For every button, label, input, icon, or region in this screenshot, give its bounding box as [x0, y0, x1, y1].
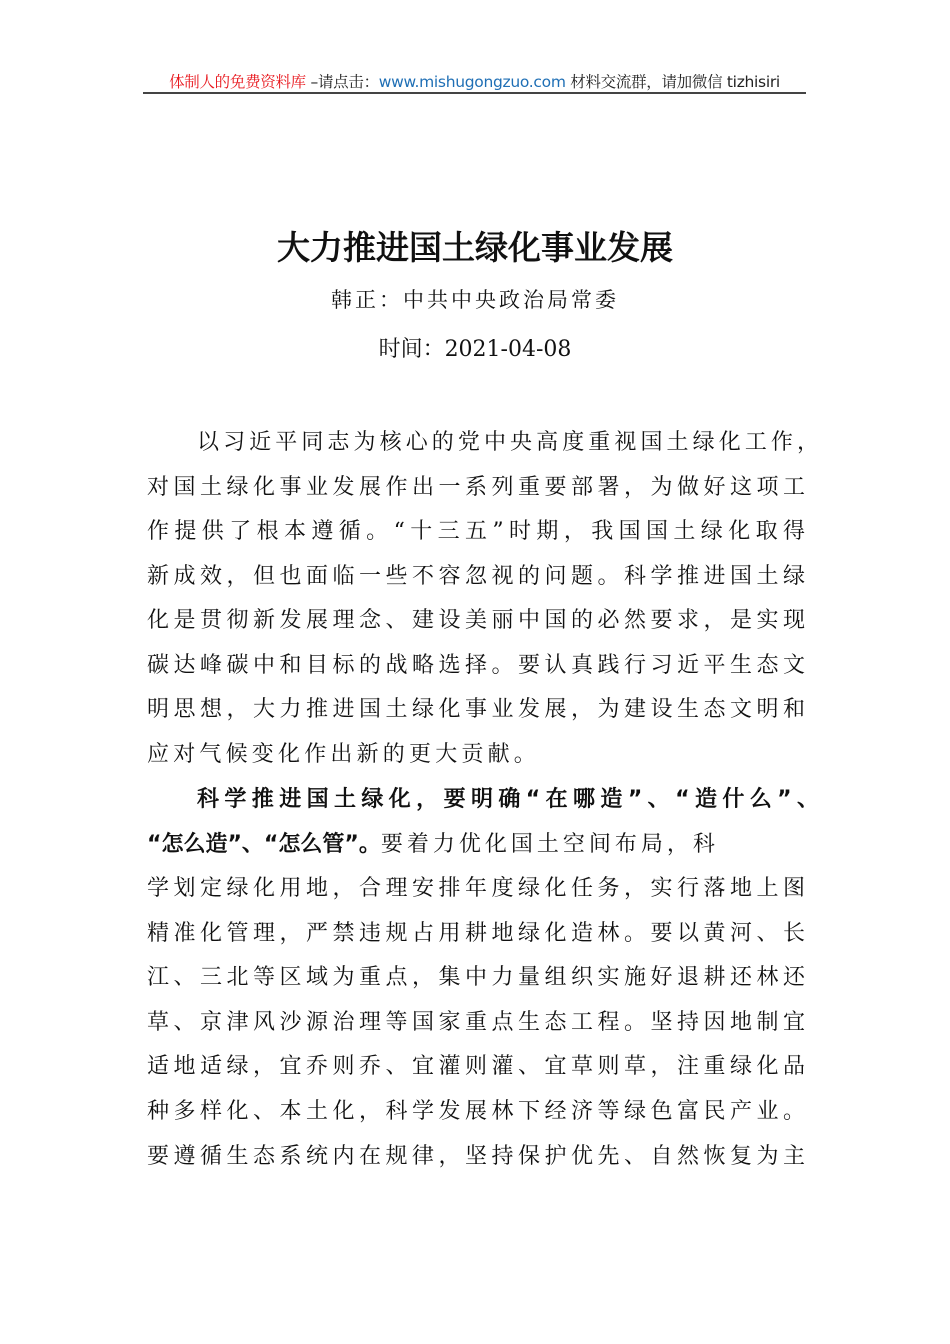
- document-date: 时间：2021-04-08: [378, 337, 572, 362]
- document-author: 韩正：中共中央政治局常委: [331, 288, 619, 312]
- paragraph-line: 明思想，大力推进国土绿化事业发展，为建设生态文明和: [147, 697, 805, 722]
- header-prompt: –请点击：: [310, 73, 379, 91]
- paragraph-line: 种多样化、本土化，科学发展林下经济等绿色富民产业。: [147, 1099, 805, 1124]
- paragraph-line: 适地适绿，宜乔则乔、宜灌则灌、宜草则草，注重绿化品: [147, 1054, 805, 1079]
- paragraph-line: 作提供了根本遵循。“十三五”时期，我国国土绿化取得: [147, 519, 805, 544]
- header-divider: [143, 92, 806, 94]
- document-title: 大力推进国土绿化事业发展: [277, 228, 673, 267]
- promo-header: [143, 70, 806, 92]
- paragraph-line: 对国土绿化事业发展作出一系列重要部署，为做好这项工: [147, 475, 805, 500]
- paragraph-text: 要着力优化国土空间布局，科: [380, 832, 719, 857]
- paragraph-line: 草、京津风沙源治理等国家重点生态工程。坚持因地制宜: [147, 1010, 805, 1035]
- paragraph-line: 碳达峰碳中和目标的战略选择。要认真践行习近平生态文: [147, 653, 805, 678]
- bold-lead-sentence-end: “怎么造”、“怎么管”。: [147, 832, 381, 857]
- paragraph-line: 以习近平同志为核心的党中央高度重视国土绿化工作，: [197, 430, 819, 455]
- site-name: 体制人的免费资料库: [169, 73, 306, 91]
- paragraph-line: 江、三北等区域为重点，集中力量组织实施好退耕还林还: [147, 965, 805, 990]
- paragraph-line: 应对气候变化作出新的更大贡献。: [147, 742, 541, 767]
- paragraph-line: 要遵循生态系统内在规律，坚持保护优先、自然恢复为主: [147, 1144, 805, 1169]
- site-link[interactable]: www.mishugongzuo.com: [378, 73, 566, 91]
- paragraph-line: 精准化管理，严禁违规占用耕地绿化造林。要以黄河、长: [147, 921, 805, 946]
- paragraph-line: 新成效，但也面临一些不容忽视的问题。科学推进国土绿: [147, 564, 805, 589]
- header-suffix: 材料交流群，请加微信 tizhisiri: [570, 73, 780, 91]
- paragraph-line: 学划定绿化用地，合理安排年度绿化任务，实行落地上图: [147, 876, 805, 901]
- bold-lead-sentence: 科学推进国土绿化，要明确“在哪造”、“造什么”、: [197, 787, 819, 812]
- paragraph-line-mixed: [147, 830, 805, 860]
- paragraph-line: 化是贯彻新发展理念、建设美丽中国的必然要求，是实现: [147, 608, 805, 633]
